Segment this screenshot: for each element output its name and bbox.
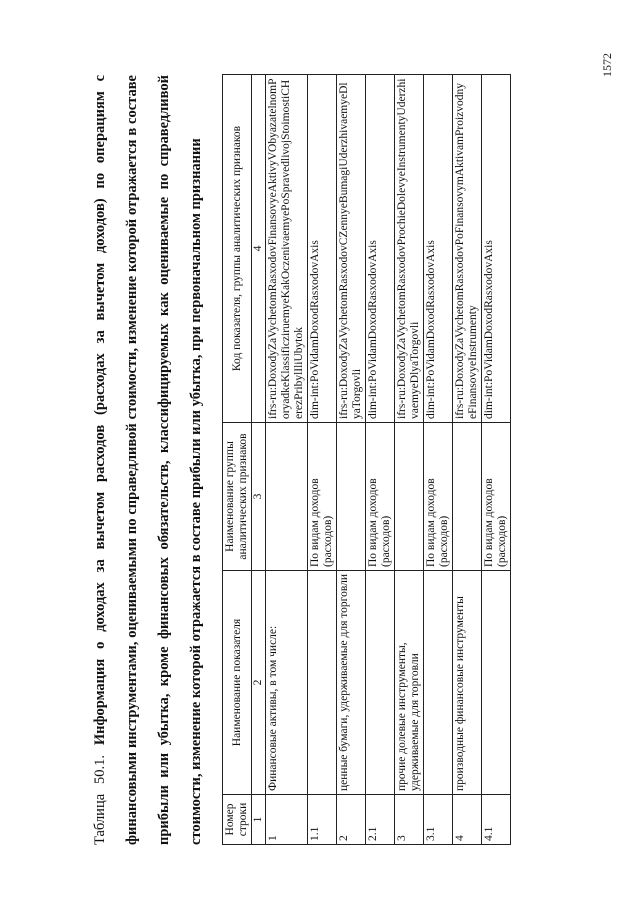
table-row	[337, 75, 366, 845]
table-row	[366, 75, 395, 845]
code-cell: dim-int:PoVidamDoxodRasxodovAxis	[308, 75, 337, 423]
row-number-cell: 1.1	[308, 795, 337, 845]
page-number: 1572	[600, 53, 614, 77]
data-table	[222, 74, 511, 845]
table-row	[424, 75, 453, 845]
group-name-cell	[266, 423, 308, 571]
table-row	[453, 75, 482, 845]
indicator-name-cell: производные финансовые инструменты	[453, 571, 482, 795]
indicator-name-cell	[366, 571, 395, 795]
header-code: Код показателя, группы аналитических признаков	[223, 75, 252, 423]
indicator-name-cell	[482, 571, 511, 795]
code-cell: ifrs-ru:DoxodyZaVychetomRasxodovFinansovyeAktivyVObyazatelnomPoryadkeKlassificziruemyeKakOczenivaemyePoSpravedlivojStoimostiCHerezPribylIliUbytok	[266, 75, 308, 423]
column-number: 4	[252, 75, 266, 423]
code-cell: ifrs-ru:DoxodyZaVychetomRasxodovCZennyeBumagiUderzhivaemyeDlyaTorgovli	[337, 75, 366, 423]
code-cell: ifrs-ru:DoxodyZaVychetomRasxodovPoFinansovymAktivamProizvodnyeFinansovyeInstrumenty	[453, 75, 482, 423]
row-number-cell: 1	[266, 795, 308, 845]
header-row-number: Номер строки	[223, 795, 252, 845]
column-number: 3	[252, 423, 266, 571]
table-row	[266, 75, 308, 845]
table-caption	[84, 75, 212, 845]
caption-prefix: Таблица 50.1.	[92, 754, 108, 845]
column-number: 2	[252, 571, 266, 795]
code-cell: dim-int:PoVidamDoxodRasxodovAxis	[366, 75, 395, 423]
indicator-name-cell: прочие долевые инструменты, удерживаемые для торговли	[395, 571, 424, 795]
group-name-cell	[337, 423, 366, 571]
table-row	[395, 75, 424, 845]
code-cell: dim-int:PoVidamDoxodRasxodovAxis	[424, 75, 453, 423]
column-number: 1	[252, 795, 266, 845]
code-cell: dim-int:PoVidamDoxodRasxodovAxis	[482, 75, 511, 423]
indicator-name-cell: Финансовые активы, в том числе:	[266, 571, 308, 795]
table-row	[482, 75, 511, 845]
header-group-name: Наименование группы аналитических признаков	[223, 423, 252, 571]
row-number-cell: 3.1	[424, 795, 453, 845]
group-name-cell	[395, 423, 424, 571]
indicator-name-cell	[308, 571, 337, 795]
row-number-cell: 4	[453, 795, 482, 845]
group-name-cell: По видам доходов (расходов)	[482, 423, 511, 571]
row-number-cell: 3	[395, 795, 424, 845]
row-number-cell: 4.1	[482, 795, 511, 845]
indicator-name-cell	[424, 571, 453, 795]
column-number-row	[252, 75, 266, 845]
caption-title: Информация о доходах за вычетом расходов (расходах за вычетом доходов) по операциям с финансовыми инструментами, оцениваемыми по справедливой стоимости, изменение которой отражается в составе прибыли или убытка, кроме финансовых обязательств, классифицируемых как оцениваемые по справедливой стоимости, изменение которой отражается в составе прибыли или убытка, при первоначальном признании	[92, 74, 204, 845]
table-row	[308, 75, 337, 845]
header-row	[223, 75, 252, 845]
code-cell: ifrs-ru:DoxodyZaVychetomRasxodovProchieDolevyeInstrumentyUderzhivaemyeDlyaTorgovli	[395, 75, 424, 423]
group-name-cell: По видам доходов (расходов)	[366, 423, 395, 571]
group-name-cell: По видам доходов (расходов)	[424, 423, 453, 571]
group-name-cell	[453, 423, 482, 571]
group-name-cell: По видам доходов (расходов)	[308, 423, 337, 571]
row-number-cell: 2	[337, 795, 366, 845]
header-indicator-name: Наименование показателя	[223, 571, 252, 795]
indicator-name-cell: ценные бумаги, удерживаемые для торговли	[337, 571, 366, 795]
row-number-cell: 2.1	[366, 795, 395, 845]
